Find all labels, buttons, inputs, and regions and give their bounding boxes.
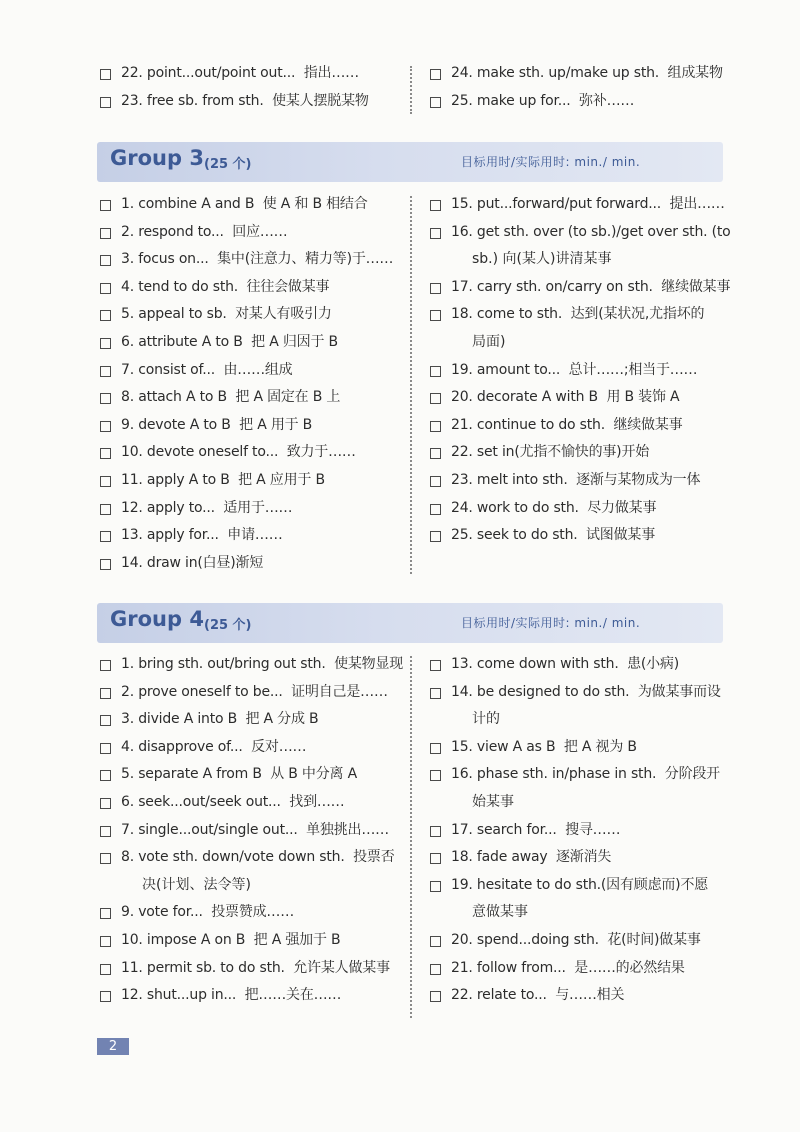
phrase-item[interactable] bbox=[430, 301, 704, 328]
phrase-text: 3. divide A into B 把 A 分成 B bbox=[121, 711, 319, 728]
phrase-text: 12. shut...up in... 把……关在…… bbox=[121, 987, 342, 1004]
checkbox-icon[interactable] bbox=[100, 448, 111, 459]
phrase-text: 1. combine A and B 使 A 和 B 相结合 bbox=[121, 196, 368, 212]
checkbox-icon[interactable] bbox=[100, 366, 111, 377]
phrase-text: 23. free sb. from sth. 使某人摆脱某物 bbox=[121, 92, 369, 109]
checkbox-icon[interactable] bbox=[100, 715, 111, 726]
checkbox-icon[interactable] bbox=[100, 688, 111, 699]
phrase-text: 3. focus on... 集中(注意力、精力等)于…… bbox=[121, 251, 394, 268]
checkbox-icon[interactable] bbox=[430, 393, 441, 404]
phrase-item[interactable] bbox=[430, 761, 720, 788]
phrase-item[interactable] bbox=[100, 706, 318, 733]
checkbox-icon[interactable] bbox=[100, 770, 111, 781]
phrase-text: 19. hesitate to do sth.(因有顾虑而)不愿 bbox=[451, 876, 709, 893]
phrase-item[interactable] bbox=[100, 301, 332, 328]
phrase-text: 8. attach A to B 把 A 固定在 B 上 bbox=[121, 389, 341, 406]
phrase-text: 7. consist of... 由……组成 bbox=[121, 361, 293, 378]
phrase-item[interactable] bbox=[100, 439, 356, 466]
phrase-continuation: 始某事 bbox=[472, 794, 514, 810]
checkbox-icon[interactable] bbox=[430, 200, 441, 211]
phrase-continuation: 局面) bbox=[472, 334, 506, 350]
checkbox-icon[interactable] bbox=[430, 531, 441, 542]
checkbox-icon[interactable] bbox=[430, 421, 441, 432]
phrase-item[interactable] bbox=[430, 495, 656, 522]
checkbox-icon[interactable] bbox=[430, 688, 441, 699]
checkbox-icon[interactable] bbox=[100, 255, 111, 266]
phrase-text: 17. carry sth. on/carry on sth. 继续做某事 bbox=[451, 278, 731, 295]
phrase-text: 4. tend to do sth. 往往会做某事 bbox=[121, 278, 330, 295]
phrase-item[interactable] bbox=[430, 927, 701, 954]
checkbox-icon[interactable] bbox=[100, 97, 111, 108]
group3-count: (25 个) bbox=[204, 157, 252, 172]
phrase-continuation: 决(计划、法令等) bbox=[142, 876, 251, 893]
phrase-item[interactable] bbox=[430, 219, 731, 246]
phrase-item[interactable] bbox=[100, 495, 292, 522]
phrase-text: 9. vote for... 投票赞成…… bbox=[121, 904, 295, 921]
phrase-text: 25. make up for... 弥补…… bbox=[451, 92, 635, 109]
phrase-item[interactable] bbox=[430, 191, 725, 218]
page-number: 2 bbox=[97, 1038, 129, 1055]
phrase-continuation: 意做某事 bbox=[472, 904, 528, 921]
phrase-text: 13. come down with sth. 患(小病) bbox=[451, 656, 679, 672]
checkbox-icon[interactable] bbox=[100, 991, 111, 1002]
checkbox-icon[interactable] bbox=[100, 283, 111, 294]
phrase-item[interactable] bbox=[100, 761, 357, 788]
phrase-item[interactable] bbox=[100, 412, 312, 439]
phrase-text: 19. amount to... 总计……;相当于…… bbox=[451, 361, 698, 378]
phrase-item[interactable] bbox=[100, 219, 288, 246]
phrase-item[interactable] bbox=[100, 384, 340, 411]
checkbox-icon[interactable] bbox=[100, 908, 111, 919]
phrase-text: 11. apply A to B 把 A 应用于 B bbox=[121, 472, 325, 488]
phrase-item[interactable] bbox=[430, 982, 624, 1009]
phrase-text: 7. single...out/single out... 单独挑出…… bbox=[121, 821, 389, 838]
phrase-text: 14. draw in(白昼)渐短 bbox=[121, 554, 264, 571]
group4-time: 目标用时/实际用时: min./ min. bbox=[461, 616, 641, 630]
phrase-item[interactable] bbox=[430, 872, 708, 899]
checkbox-icon[interactable] bbox=[430, 228, 441, 239]
phrase-text: 10. devote oneself to... 致力于…… bbox=[121, 444, 356, 461]
checkbox-icon[interactable] bbox=[430, 97, 441, 108]
checkbox-icon[interactable] bbox=[100, 310, 111, 321]
phrase-item[interactable] bbox=[430, 88, 634, 115]
phrase-text: 10. impose A on B 把 A 强加于 B bbox=[121, 932, 341, 948]
checkbox-icon[interactable] bbox=[100, 964, 111, 975]
phrase-text: 15. put...forward/put forward... 提出…… bbox=[451, 196, 725, 212]
phrase-item[interactable] bbox=[100, 899, 294, 926]
phrase-text: 24. make sth. up/make up sth. 组成某物 bbox=[451, 65, 723, 81]
checkbox-icon[interactable] bbox=[100, 69, 111, 80]
phrase-text: 22. point...out/point out... 指出…… bbox=[121, 65, 359, 81]
checkbox-icon[interactable] bbox=[430, 826, 441, 837]
checkbox-icon[interactable] bbox=[100, 826, 111, 837]
checkbox-icon[interactable] bbox=[100, 200, 111, 211]
phrase-item[interactable] bbox=[430, 357, 697, 384]
phrase-continuation: 计的 bbox=[472, 711, 500, 728]
checkbox-icon[interactable] bbox=[430, 69, 441, 80]
phrase-text: 20. decorate A with B 用 B 装饰 A bbox=[451, 389, 680, 406]
phrase-text: 6. attribute A to B 把 A 归因于 B bbox=[121, 334, 338, 350]
checkbox-icon[interactable] bbox=[430, 991, 441, 1002]
phrase-item[interactable] bbox=[430, 955, 685, 982]
phrase-item[interactable] bbox=[430, 60, 723, 87]
phrase-item[interactable] bbox=[100, 955, 390, 982]
checkbox-icon[interactable] bbox=[100, 743, 111, 754]
phrase-text: 24. work to do sth. 尽力做某事 bbox=[451, 499, 657, 516]
phrase-item[interactable] bbox=[430, 467, 700, 494]
checkbox-icon[interactable] bbox=[430, 476, 441, 487]
phrase-item[interactable] bbox=[430, 734, 637, 761]
phrase-item[interactable] bbox=[430, 817, 620, 844]
phrase-text: 21. follow from... 是……的必然结果 bbox=[451, 959, 685, 976]
checkbox-icon[interactable] bbox=[100, 936, 111, 947]
phrase-item[interactable] bbox=[430, 522, 655, 549]
group3-title: Group 3 bbox=[110, 146, 204, 170]
phrase-text: 2. prove oneself to be... 证明自己是…… bbox=[121, 683, 388, 700]
phrase-item[interactable] bbox=[430, 384, 679, 411]
phrase-item[interactable] bbox=[100, 274, 329, 301]
phrase-text: 6. seek...out/seek out... 找到…… bbox=[121, 794, 345, 810]
phrase-item[interactable] bbox=[430, 439, 649, 466]
group4-title: Group 4 bbox=[110, 607, 204, 631]
checkbox-icon[interactable] bbox=[430, 936, 441, 947]
phrase-text: 21. continue to do sth. 继续做某事 bbox=[451, 416, 683, 433]
phrase-item[interactable] bbox=[100, 246, 393, 273]
phrase-item[interactable] bbox=[100, 679, 388, 706]
checkbox-icon[interactable] bbox=[430, 660, 441, 671]
phrase-item[interactable] bbox=[100, 329, 338, 356]
phrase-text: 8. vote sth. down/vote down sth. 投票否 bbox=[121, 849, 395, 866]
phrase-text: 16. phase sth. in/phase in sth. 分阶段开 bbox=[451, 766, 720, 783]
group3-time: 目标用时/实际用时: min./ min. bbox=[461, 155, 641, 169]
phrase-item[interactable] bbox=[100, 734, 306, 761]
phrase-text: 15. view A as B 把 A 视为 B bbox=[451, 738, 637, 755]
phrase-item[interactable] bbox=[430, 679, 721, 706]
checkbox-icon[interactable] bbox=[430, 964, 441, 975]
phrase-text: 17. search for... 搜寻…… bbox=[451, 821, 621, 838]
checkbox-icon[interactable] bbox=[100, 393, 111, 404]
phrase-text: 18. fade away 逐渐消失 bbox=[451, 849, 612, 866]
phrase-item[interactable] bbox=[100, 357, 293, 384]
phrase-item[interactable] bbox=[100, 844, 395, 871]
phrase-item[interactable] bbox=[100, 789, 345, 816]
phrase-item[interactable] bbox=[100, 651, 403, 678]
group3-banner bbox=[97, 142, 723, 182]
phrase-item[interactable] bbox=[100, 191, 368, 218]
phrase-text: 12. apply to... 适用于…… bbox=[121, 499, 293, 516]
group4-count: (25 个) bbox=[204, 618, 252, 633]
phrase-text: 20. spend...doing sth. 花(时间)做某事 bbox=[451, 932, 701, 948]
phrase-item[interactable] bbox=[430, 274, 730, 301]
phrase-text: 25. seek to do sth. 试图做某事 bbox=[451, 527, 656, 544]
phrase-text: 4. disapprove of... 反对…… bbox=[121, 738, 307, 755]
checkbox-icon[interactable] bbox=[100, 476, 111, 487]
phrase-text: 14. be designed to do sth. 为做某事而设 bbox=[451, 683, 721, 700]
phrase-text: 13. apply for... 申请…… bbox=[121, 527, 283, 544]
phrase-text: 22. relate to... 与……相关 bbox=[451, 987, 625, 1004]
phrase-item[interactable] bbox=[430, 651, 679, 678]
phrase-item[interactable] bbox=[100, 522, 283, 549]
phrase-item[interactable] bbox=[100, 982, 341, 1009]
phrase-text: 16. get sth. over (to sb.)/get over sth. (to bbox=[451, 223, 731, 240]
checkbox-icon[interactable] bbox=[100, 853, 111, 864]
checkbox-icon[interactable] bbox=[100, 531, 111, 542]
phrase-continuation: sb.) 向(某人)讲清某事 bbox=[472, 251, 612, 268]
phrase-text: 9. devote A to B 把 A 用于 B bbox=[121, 416, 313, 433]
checkbox-icon[interactable] bbox=[100, 338, 111, 349]
checkbox-icon[interactable] bbox=[100, 559, 111, 570]
phrase-text: 22. set in(尤指不愉快的事)开始 bbox=[451, 444, 650, 461]
group4-divider bbox=[410, 656, 412, 1018]
checkbox-icon[interactable] bbox=[430, 283, 441, 294]
phrase-item[interactable] bbox=[100, 60, 359, 87]
phrase-text: 2. respond to... 回应…… bbox=[121, 223, 288, 240]
checkbox-icon[interactable] bbox=[430, 770, 441, 781]
checkbox-icon[interactable] bbox=[100, 660, 111, 671]
phrase-text: 5. separate A from B 从 B 中分离 A bbox=[121, 766, 357, 783]
phrase-item[interactable] bbox=[430, 412, 682, 439]
checkbox-icon[interactable] bbox=[430, 448, 441, 459]
checkbox-icon[interactable] bbox=[430, 743, 441, 754]
phrase-text: 23. melt into sth. 逐渐与某物成为一体 bbox=[451, 472, 701, 488]
phrase-item[interactable] bbox=[100, 817, 389, 844]
phrase-text: 1. bring sth. out/bring out sth. 使某物显现 bbox=[121, 656, 404, 672]
phrase-text: 5. appeal to sb. 对某人有吸引力 bbox=[121, 306, 332, 323]
checkbox-icon[interactable] bbox=[430, 853, 441, 864]
checkbox-icon[interactable] bbox=[100, 228, 111, 239]
checkbox-icon[interactable] bbox=[100, 421, 111, 432]
checkbox-icon[interactable] bbox=[430, 881, 441, 892]
phrase-item[interactable] bbox=[100, 927, 340, 954]
group4-banner bbox=[97, 603, 723, 643]
phrase-item[interactable] bbox=[100, 550, 263, 577]
checkbox-icon[interactable] bbox=[100, 504, 111, 515]
checkbox-icon[interactable] bbox=[430, 310, 441, 321]
phrase-item[interactable] bbox=[430, 844, 611, 871]
checkbox-icon[interactable] bbox=[430, 504, 441, 515]
checkbox-icon[interactable] bbox=[430, 366, 441, 377]
phrase-text: 18. come to sth. 达到(某状况,尤指坏的 bbox=[451, 306, 705, 323]
phrase-text: 11. permit sb. to do sth. 允许某人做某事 bbox=[121, 959, 390, 976]
top-divider bbox=[410, 66, 412, 114]
group3-divider bbox=[410, 196, 412, 574]
checkbox-icon[interactable] bbox=[100, 798, 111, 809]
phrase-item[interactable] bbox=[100, 467, 325, 494]
phrase-item[interactable] bbox=[100, 88, 369, 115]
